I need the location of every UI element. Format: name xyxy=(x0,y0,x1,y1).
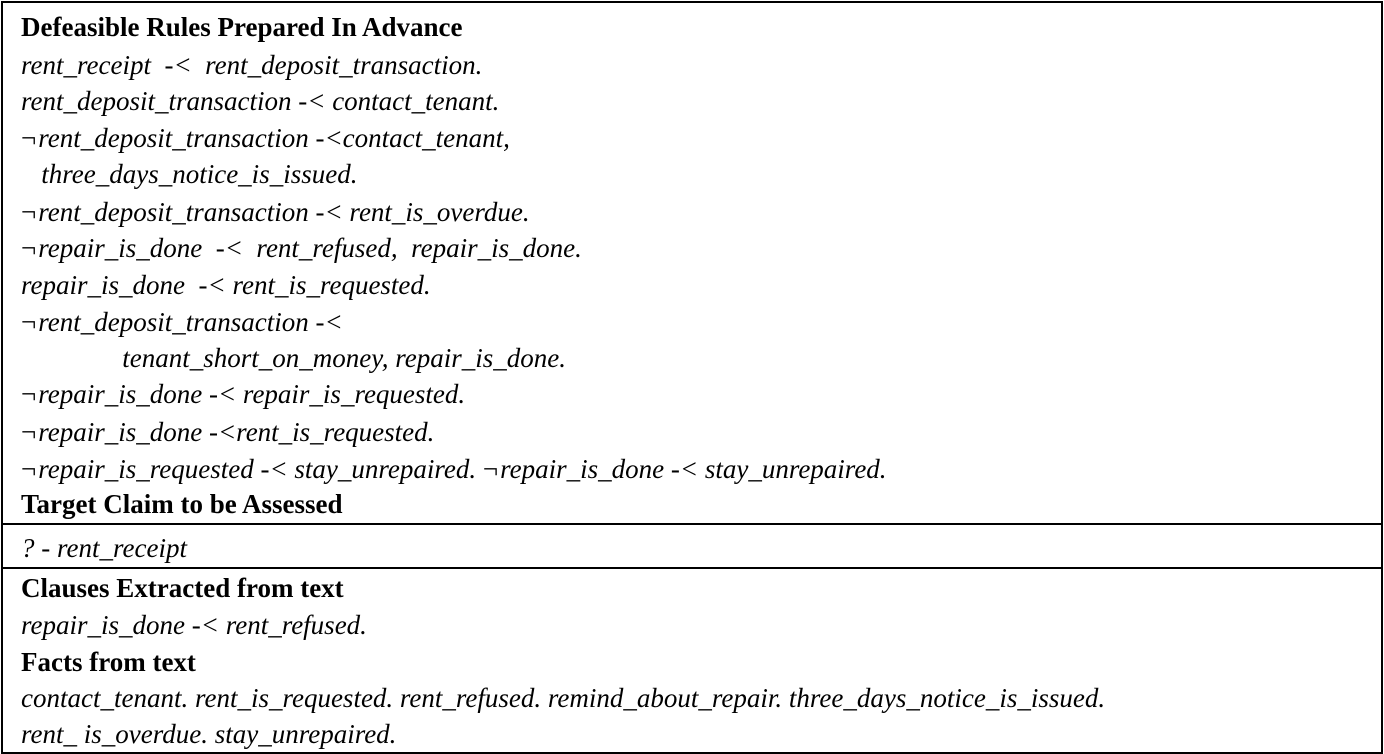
fact-line: rent_ is_overdue. stay_unrepaired. xyxy=(21,719,397,749)
rule-line: ¬repair_is_requested -< stay_unrepaired. ¬repair_is_done -< stay_unrepaired. xyxy=(21,454,887,484)
section-heading-clauses: Clauses Extracted from text xyxy=(21,573,344,603)
target-claim-line: ? - rent_receipt xyxy=(21,533,187,563)
rule-line: ¬rent_deposit_transaction -< rent_is_overdue. xyxy=(21,197,530,227)
rule-line: ¬repair_is_done -< repair_is_requested. xyxy=(21,379,466,409)
section-heading-facts: Facts from text xyxy=(21,647,196,677)
rule-line: ¬repair_is_done -< rent_refused, repair_is_done. xyxy=(21,233,582,263)
negation-symbol: ¬ xyxy=(21,123,37,153)
fact-line: contact_tenant. rent_is_requested. rent_refused. remind_about_repair. three_days_notice_is_issued. xyxy=(21,683,1106,713)
rules-table xyxy=(1,1,1383,754)
rule-line: repair_is_done -< rent_is_requested. xyxy=(21,270,431,300)
rule-line: ¬repair_is_done -<rent_is_requested. xyxy=(21,417,435,447)
rule-line: rent_receipt -< rent_deposit_transaction. xyxy=(21,50,483,80)
rule-line-continuation: tenant_short_on_money, repair_is_done. xyxy=(21,343,566,373)
divider xyxy=(3,523,1381,525)
negation-symbol: ¬ xyxy=(482,454,499,484)
section-heading-target-claim: Target Claim to be Assessed xyxy=(21,489,343,519)
rule-line: ¬rent_deposit_transaction -< xyxy=(21,307,343,337)
negation-symbol: ¬ xyxy=(21,417,37,447)
margin-tick xyxy=(1,525,3,569)
negation-symbol: ¬ xyxy=(21,197,37,227)
rule-line: rent_deposit_transaction -< contact_tenant. xyxy=(21,86,500,116)
section-heading-defeasible-rules: Defeasible Rules Prepared In Advance xyxy=(21,12,463,42)
negation-symbol: ¬ xyxy=(21,379,37,409)
divider xyxy=(3,567,1381,569)
clause-line: repair_is_done -< rent_refused. xyxy=(21,610,367,640)
negation-symbol: ¬ xyxy=(21,233,37,263)
negation-symbol: ¬ xyxy=(21,307,37,337)
negation-symbol: ¬ xyxy=(21,454,37,484)
rule-line-continuation: three_days_notice_is_issued. xyxy=(21,159,358,189)
rule-line: ¬rent_deposit_transaction -<contact_tenant, xyxy=(21,123,510,153)
